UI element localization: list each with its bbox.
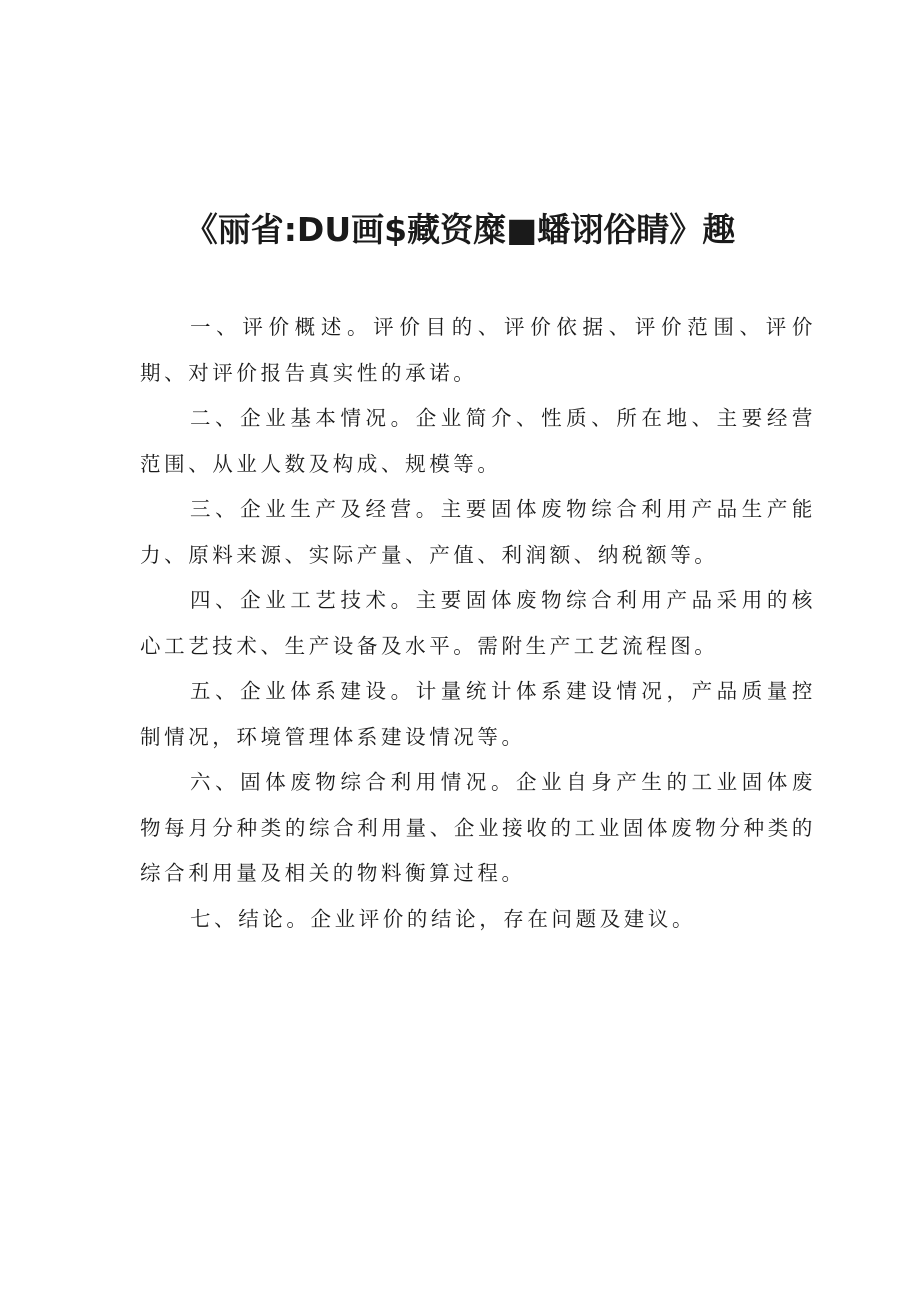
paragraph-1: 一、评价概述。评价目的、评价依据、评价范围、评价期、对评价报告真实性的承诺。 — [140, 315, 816, 385]
paragraph-5: 五、企业体系建设。计量统计体系建设情况，产品质量控制情况，环境管理体系建设情况等。 — [140, 679, 816, 749]
document-title: 《丽省:DU画$藏资糜■蟠诩俗睛》趣 — [184, 210, 736, 249]
paragraph-3: 三、企业生产及经营。主要固体废物综合利用产品生产能力、原料来源、实际产量、产值、利润额、纳税额等。 — [140, 497, 816, 567]
paragraph-7: 七、结论。企业评价的结论，存在问题及建议。 — [190, 906, 697, 931]
paragraph-2: 二、企业基本情况。企业简介、性质、所在地、主要经营范围、从业人数及构成、规模等。 — [140, 406, 816, 476]
paragraph-6: 六、固体废物综合利用情况。企业自身产生的工业固体废物每月分种类的综合利用量、企业接收的工业固体废物分种类的综合利用量及相关的物料衡算过程。 — [140, 770, 816, 885]
document-body — [140, 305, 816, 942]
paragraph-4: 四、企业工艺技术。主要固体废物综合利用产品采用的核心工艺技术、生产设备及水平。需附生产工艺流程图。 — [140, 588, 816, 658]
